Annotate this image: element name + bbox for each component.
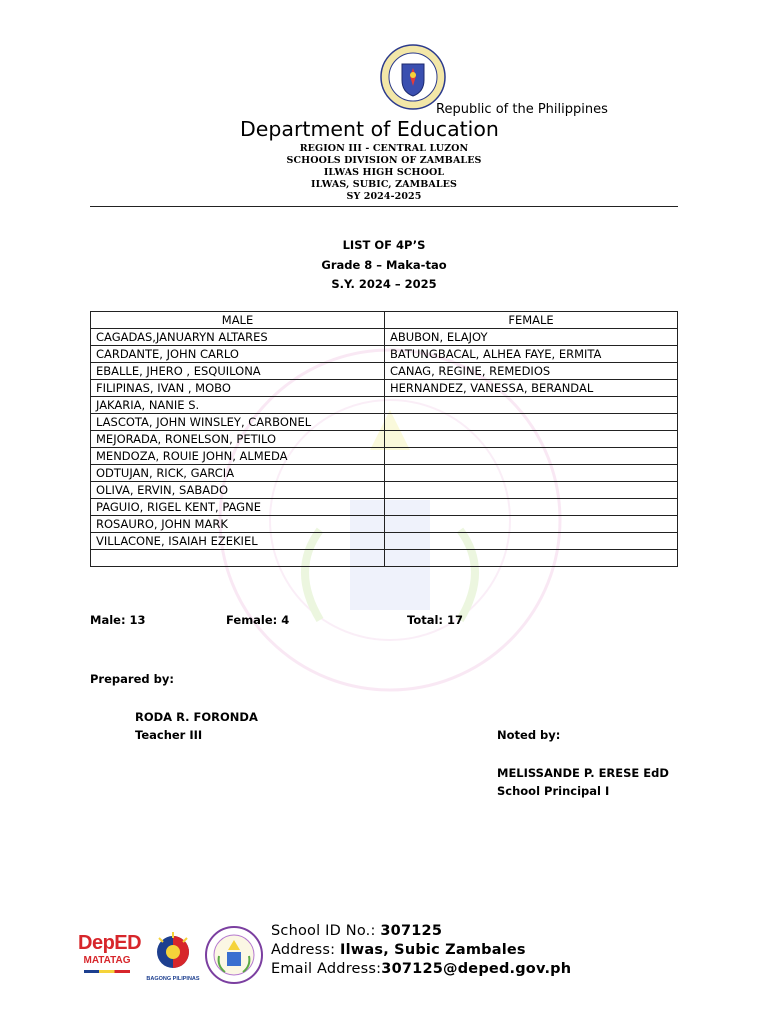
male-cell: MENDOZA, ROUIE JOHN, ALMEDA bbox=[91, 448, 385, 465]
male-cell: LASCOTA, JOHN WINSLEY, CARBONEL bbox=[91, 414, 385, 431]
male-cell: FILIPINAS, IVAN , MOBO bbox=[91, 380, 385, 397]
total-count: Total: 17 bbox=[407, 613, 464, 627]
table-row bbox=[91, 482, 678, 499]
table-row bbox=[91, 431, 678, 448]
female-cell bbox=[385, 482, 678, 499]
female-cell bbox=[385, 414, 678, 431]
deped-logo-text: DepED bbox=[78, 932, 142, 954]
address-label: Address: bbox=[271, 942, 341, 958]
male-cell: VILLACONE, ISAIAH EZEKIEL bbox=[91, 533, 385, 550]
table-row bbox=[91, 363, 678, 380]
address-value: Ilwas, Subic Zambales bbox=[340, 942, 526, 958]
female-count: Female: 4 bbox=[226, 613, 290, 627]
male-cell: MEJORADA, RONELSON, PETILO bbox=[91, 431, 385, 448]
bagong-pilipinas-logo bbox=[146, 930, 200, 984]
email-value: 307125@deped.gov.ph bbox=[381, 961, 572, 977]
school-id-line bbox=[271, 923, 442, 939]
list-title: LIST OF 4P’S bbox=[342, 238, 426, 252]
table-header-row bbox=[91, 312, 678, 329]
roster-table bbox=[90, 311, 678, 567]
male-cell: CARDANTE, JOHN CARLO bbox=[91, 346, 385, 363]
table-row bbox=[91, 550, 678, 567]
deped-matatag-logo bbox=[78, 932, 142, 984]
address-line-footer bbox=[271, 942, 526, 958]
female-cell bbox=[385, 533, 678, 550]
school-seal-logo bbox=[205, 926, 263, 984]
female-cell bbox=[385, 397, 678, 414]
male-cell bbox=[91, 550, 385, 567]
female-cell bbox=[385, 550, 678, 567]
female-cell bbox=[385, 516, 678, 533]
bagong-pilipinas-text: BAGONG PILIPINAS bbox=[146, 976, 200, 982]
school-year-line: SY 2024-2025 bbox=[346, 191, 422, 202]
noted-by-label: Noted by: bbox=[497, 728, 561, 742]
flag-stripe bbox=[84, 970, 130, 973]
preparer-name: RODA R. FORONDA bbox=[135, 710, 258, 724]
table-row bbox=[91, 499, 678, 516]
female-column-header: FEMALE bbox=[385, 312, 678, 329]
matatag-text: MATATAG bbox=[83, 955, 131, 966]
male-column-header: MALE bbox=[91, 312, 385, 329]
address-line: ILWAS, SUBIC, ZAMBALES bbox=[311, 179, 457, 190]
principal-name: MELISSANDE P. ERESE EdD bbox=[497, 766, 669, 780]
school-line: ILWAS HIGH SCHOOL bbox=[323, 167, 445, 178]
male-cell: PAGUIO, RIGEL KENT, PAGNE bbox=[91, 499, 385, 516]
email-label: Email Address: bbox=[271, 961, 382, 977]
male-cell: JAKARIA, NANIE S. bbox=[91, 397, 385, 414]
grade-section: Grade 8 – Maka-tao bbox=[321, 258, 447, 272]
preparer-title: Teacher III bbox=[135, 728, 203, 742]
female-cell bbox=[385, 499, 678, 516]
division-line: SCHOOLS DIVISION OF ZAMBALES bbox=[286, 155, 482, 166]
male-cell: CAGADAS,JANUARYN ALTARES bbox=[91, 329, 385, 346]
female-cell bbox=[385, 465, 678, 482]
table-row bbox=[91, 397, 678, 414]
male-count: Male: 13 bbox=[90, 613, 146, 627]
email-line bbox=[271, 961, 571, 977]
table-row bbox=[91, 448, 678, 465]
male-cell: ROSAURO, JOHN MARK bbox=[91, 516, 385, 533]
principal-title: School Principal I bbox=[497, 784, 610, 798]
table-row bbox=[91, 329, 678, 346]
female-cell: ABUBON, ELAJOY bbox=[385, 329, 678, 346]
school-id-value: 307125 bbox=[380, 923, 443, 939]
female-cell: CANAG, REGINE, REMEDIOS bbox=[385, 363, 678, 380]
male-cell: EBALLE, JHERO , ESQUILONA bbox=[91, 363, 385, 380]
female-cell: HERNANDEZ, VANESSA, BERANDAL bbox=[385, 380, 678, 397]
school-year-title: S.Y. 2024 – 2025 bbox=[331, 277, 437, 291]
prepared-by-label: Prepared by: bbox=[90, 672, 174, 686]
table-row bbox=[91, 465, 678, 482]
table-row bbox=[91, 533, 678, 550]
female-cell: BATUNGBACAL, ALHEA FAYE, ERMITA bbox=[385, 346, 678, 363]
table-row bbox=[91, 380, 678, 397]
region-line: REGION III - CENTRAL LUZON bbox=[299, 143, 469, 154]
table-row bbox=[91, 516, 678, 533]
table-row bbox=[91, 346, 678, 363]
school-id-label: School ID No.: bbox=[271, 923, 381, 939]
female-cell bbox=[385, 448, 678, 465]
header-divider bbox=[90, 206, 678, 207]
male-cell: OLIVA, ERVIN, SABADO bbox=[91, 482, 385, 499]
republic-heading: Republic of the Philippines bbox=[436, 102, 608, 117]
female-cell bbox=[385, 431, 678, 448]
department-title: Department of Education bbox=[240, 117, 499, 141]
male-cell: ODTUJAN, RICK, GARCIA bbox=[91, 465, 385, 482]
deped-seal-logo bbox=[380, 44, 446, 110]
table-row bbox=[91, 414, 678, 431]
sun-icon bbox=[146, 930, 200, 972]
